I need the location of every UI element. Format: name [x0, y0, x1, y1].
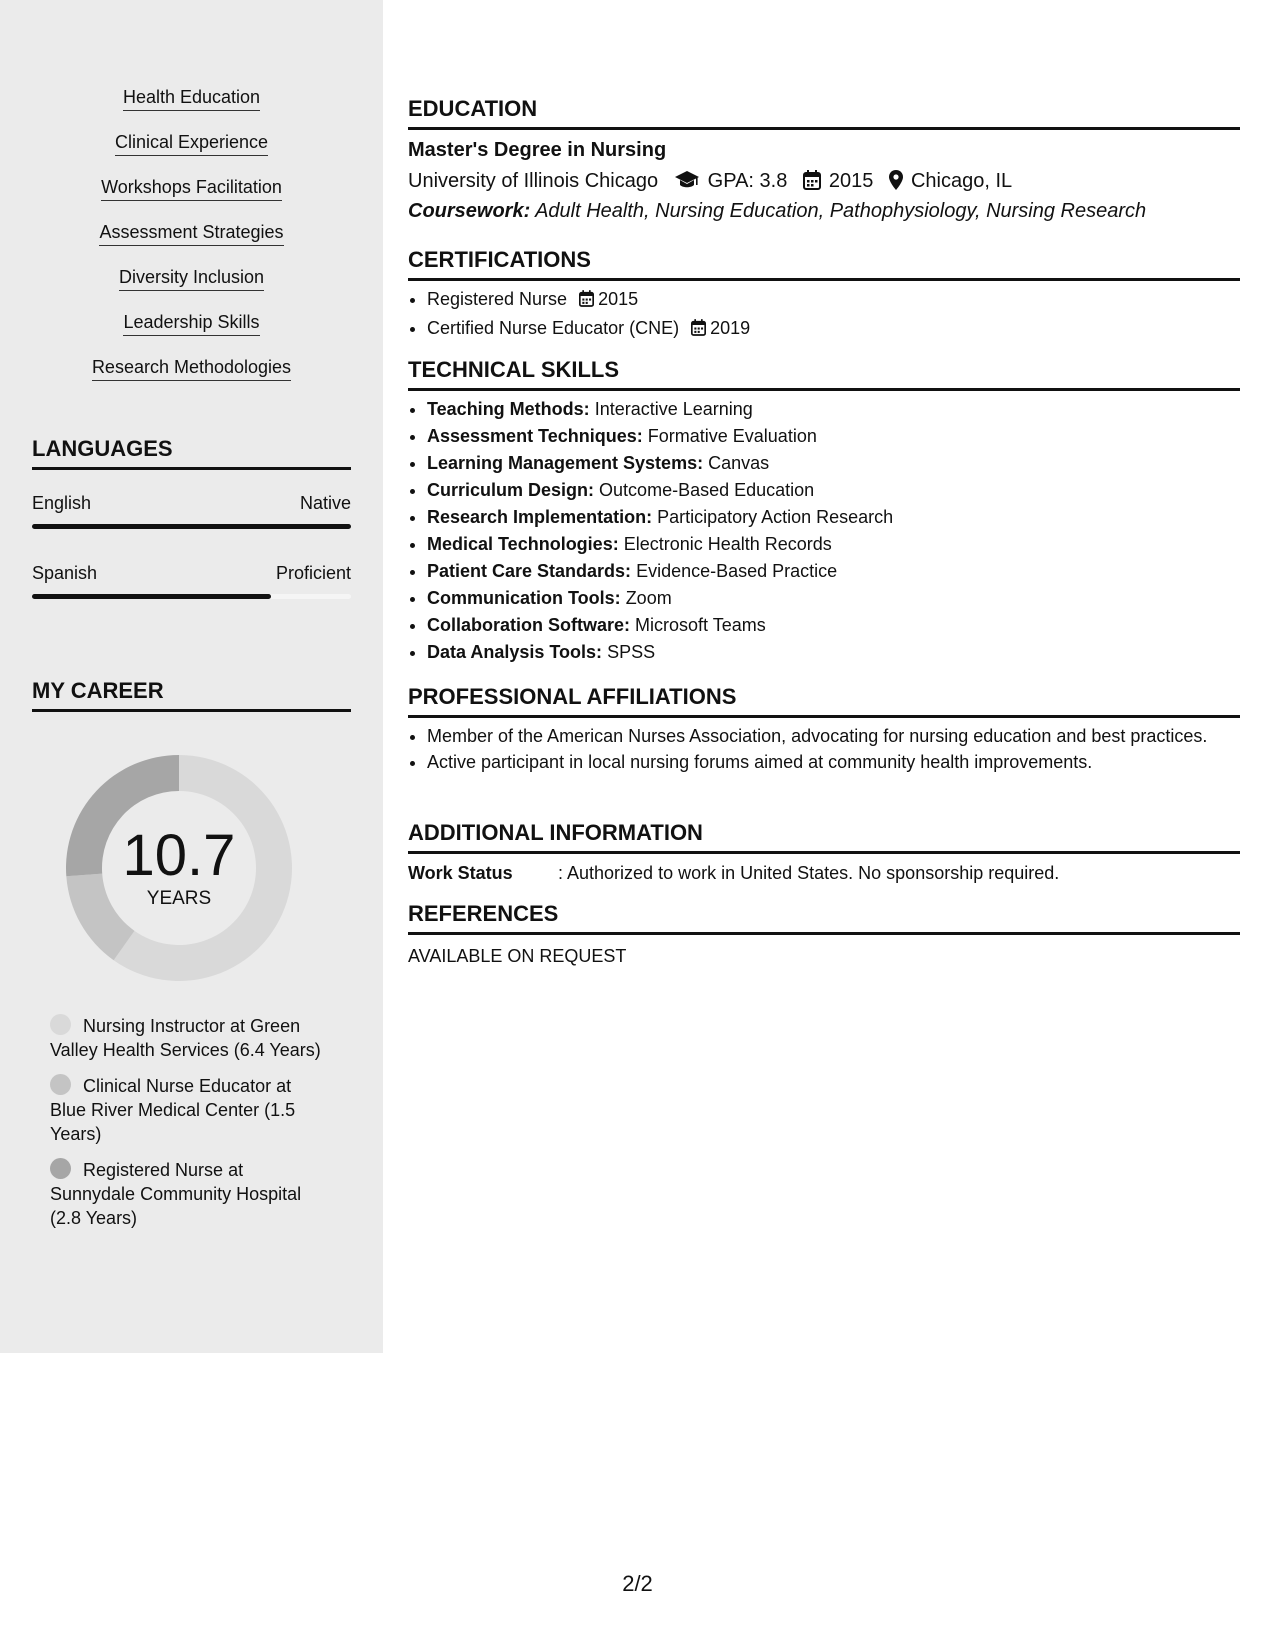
career-item: [50, 1014, 325, 1062]
interest-row: [0, 86, 383, 131]
language-name: English: [32, 493, 92, 513]
skill-item: [427, 612, 1240, 639]
career-dot: [50, 1158, 71, 1179]
interest-row: [0, 356, 383, 401]
career-total-unit: YEARS: [146, 888, 212, 909]
interests-list: [0, 86, 383, 401]
interest-row: [0, 311, 383, 356]
skill-item: [427, 531, 1240, 558]
language-name: Spanish: [32, 563, 98, 583]
location: Chicago, IL: [910, 170, 1013, 192]
interest-row: [0, 266, 383, 311]
certification-name: Registered Nurse: [427, 289, 568, 309]
skill-value: Canvas: [708, 453, 770, 473]
education-details: [408, 168, 1012, 197]
references-text: AVAILABLE ON REQUEST: [408, 946, 627, 966]
languages-title: LANGUAGES: [32, 436, 351, 470]
technical-skills-list: [408, 396, 1240, 666]
technical-skills-title: TECHNICAL SKILLS: [408, 357, 1240, 391]
degree: Master's Degree in Nursing: [408, 139, 667, 161]
additional-information-title: ADDITIONAL INFORMATION: [408, 820, 1240, 854]
career-title: MY CAREER: [32, 678, 351, 712]
language-bar: [32, 594, 351, 599]
skill-value: Participatory Action Research: [657, 507, 894, 527]
career-dot: [50, 1014, 71, 1035]
interest-row: [0, 221, 383, 266]
graduation-cap-icon: [674, 170, 700, 197]
skill-value: SPSS: [607, 642, 656, 662]
work-status: [408, 861, 1059, 885]
interest-tag: Assessment Strategies: [99, 221, 283, 246]
gpa: GPA: 3.8: [707, 170, 788, 192]
certifications-list: [408, 286, 1240, 344]
work-status-value: : Authorized to work in United States. No sponsorship required.: [558, 863, 1060, 883]
work-status-label: Work Status: [408, 863, 513, 883]
interest-tag: Leadership Skills: [123, 311, 259, 336]
page-number: 2/2: [622, 1571, 653, 1596]
university: University of Illinois Chicago: [408, 170, 659, 192]
career-total: [66, 823, 292, 910]
skill-label: Patient Care Standards:: [427, 561, 632, 581]
skill-value: Microsoft Teams: [635, 615, 766, 635]
references-title: REFERENCES: [408, 901, 1240, 935]
career-legend: [50, 1014, 325, 1242]
certification-year: 2015: [598, 289, 639, 309]
language-row: [32, 562, 351, 584]
certification-item: [427, 286, 1240, 315]
skill-item: [427, 423, 1240, 450]
skill-item: [427, 504, 1240, 531]
interest-row: [0, 131, 383, 176]
certifications-title: CERTIFICATIONS: [408, 247, 1240, 281]
coursework: [408, 198, 1146, 224]
skill-label: Teaching Methods:: [427, 399, 590, 419]
language-level: Proficient: [275, 563, 351, 583]
career-item: [50, 1074, 325, 1146]
skill-label: Assessment Techniques:: [427, 426, 643, 446]
interest-row: [0, 176, 383, 221]
interest-tag: Workshops Facilitation: [101, 176, 282, 201]
career-item-text: Clinical Nurse Educator at Blue River Medical Center (1.5 Years): [50, 1076, 296, 1144]
skill-value: Formative Evaluation: [647, 426, 817, 446]
affiliation-item: • Active participant in local nursing forums aimed at community health improvements.: [427, 750, 1240, 774]
skill-label: Communication Tools:: [427, 588, 621, 608]
skill-item: [427, 450, 1240, 477]
skill-item: [427, 558, 1240, 585]
career-item: [50, 1158, 325, 1230]
interest-tag: Diversity Inclusion: [119, 266, 264, 291]
affiliation-item: • Member of the American Nurses Association, advocating for nursing education and best practices.: [427, 724, 1240, 748]
certification-name: Certified Nurse Educator (CNE): [427, 318, 680, 338]
language-level: Native: [299, 493, 351, 513]
career-item-text: Nursing Instructor at Green Valley Health Services (6.4 Years): [50, 1016, 321, 1060]
affiliations-title: PROFESSIONAL AFFILIATIONS: [408, 684, 1240, 718]
interest-tag: Clinical Experience: [115, 131, 268, 156]
language-item: [32, 562, 351, 599]
skill-item: [427, 477, 1240, 504]
skill-label: Research Implementation:: [427, 507, 653, 527]
certification-item: [427, 315, 1240, 344]
skill-label: Learning Management Systems:: [427, 453, 704, 473]
language-bar-fill: [32, 594, 271, 599]
career-dot: [50, 1074, 71, 1095]
calendar-icon: [691, 317, 706, 344]
certification-year: 2019: [710, 318, 751, 338]
skill-value: Electronic Health Records: [623, 534, 832, 554]
skill-item: [427, 396, 1240, 423]
skill-label: Curriculum Design:: [427, 480, 595, 500]
skill-label: Data Analysis Tools:: [427, 642, 603, 662]
education-title: EDUCATION: [408, 96, 1240, 130]
language-bar: [32, 524, 351, 529]
skill-value: Outcome-Based Education: [599, 480, 815, 500]
skill-value: Evidence-Based Practice: [636, 561, 838, 581]
skill-label: Collaboration Software:: [427, 615, 631, 635]
coursework-label: Coursework:: [408, 200, 531, 222]
graduation-year: 2015: [828, 170, 874, 192]
skill-label: Medical Technologies:: [427, 534, 619, 554]
interest-tag: Research Methodologies: [92, 356, 291, 381]
career-item-text: Registered Nurse at Sunnydale Community Hospital (2.8 Years): [50, 1160, 302, 1228]
calendar-icon: [579, 288, 594, 315]
affiliations-list: [408, 724, 1240, 776]
skill-value: Zoom: [625, 588, 672, 608]
calendar-icon: [803, 170, 821, 197]
language-bar-fill: [32, 524, 351, 529]
career-total-value: 10.7: [122, 823, 236, 888]
language-row: [32, 492, 351, 514]
skill-item: [427, 639, 1240, 666]
skill-item: [427, 585, 1240, 612]
coursework-list: Adult Health, Nursing Education, Pathophysiology, Nursing Research: [535, 200, 1147, 222]
interest-tag: Health Education: [123, 86, 260, 111]
language-item: [32, 492, 351, 529]
sidebar: [0, 0, 383, 1353]
map-pin-icon: [889, 170, 903, 197]
skill-value: Interactive Learning: [594, 399, 753, 419]
